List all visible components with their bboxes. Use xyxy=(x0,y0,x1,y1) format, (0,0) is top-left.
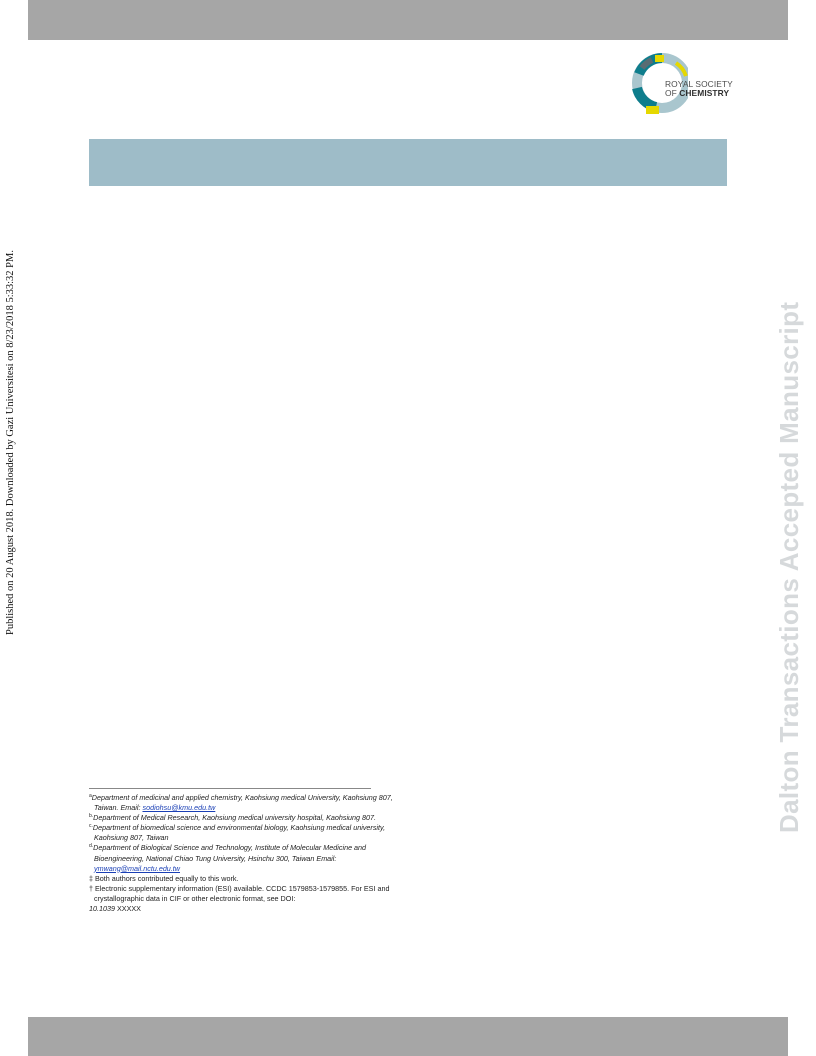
footnote-c xyxy=(89,823,409,843)
esi-note: † Electronic supplementary information (ESI) available. CCDC 1579853-1579855. For ESI and crystallographic data in CIF or other electronic format, see DOI: xyxy=(89,883,390,903)
footnote-mark: c. xyxy=(89,823,93,830)
logo-line-2-bold: CHEMISTRY xyxy=(679,87,730,98)
footer-bar xyxy=(28,1017,788,1056)
doi-line xyxy=(89,904,409,914)
footnote-b xyxy=(89,813,409,823)
footnote-mark: b. xyxy=(89,813,94,820)
header-bar xyxy=(28,0,788,40)
affiliation-text: Department of Biological Science and Technology, Institute of Molecular Medicine and Bioengineering, National Chiao Tung University, Hsinchu 300, Taiwan Email: xyxy=(93,843,367,863)
affiliation-text: Department of biomedical science and environmental biology, Kaohsiung medical university, Kaohsiung 807, Taiwan xyxy=(92,823,386,843)
footnote-a xyxy=(89,793,409,813)
affiliation-text: Department of medicinal and applied chemistry, Kaohsiung medical University, Kaohsiung 807, Taiwan. Email: xyxy=(91,793,393,813)
title-band xyxy=(89,139,727,186)
footnote-mark: d. xyxy=(89,843,94,850)
doi-suffix: XXXXX xyxy=(114,904,141,914)
rsc-logo-text xyxy=(665,80,733,97)
equal-contribution-note: ‡ Both authors contributed equally to this work. xyxy=(89,873,239,883)
email-link[interactable]: sodiohsu@kmu.edu.tw xyxy=(142,803,216,813)
logo-line-1: ROYAL SOCIETY xyxy=(665,79,733,89)
accepted-manuscript-watermark: Dalton Transactions Accepted Manuscript xyxy=(774,301,804,833)
footnote-d xyxy=(89,843,409,873)
footnote-mark: a xyxy=(89,793,92,799)
logo-line-2 xyxy=(665,89,733,98)
publication-stamp: Published on 20 August 2018. Downloaded by Gazi Universitesi on 8/23/2018 5:33:32 PM. xyxy=(5,250,16,635)
email-link[interactable]: ymwang@mail.nctu.edu.tw xyxy=(94,863,180,873)
logo-line-2-prefix: OF xyxy=(665,87,680,98)
doi-prefix: 10.1039 xyxy=(89,904,115,914)
affiliation-text: Department of Medical Research, Kaohsiung medical university hospital, Kaohsiung 807. xyxy=(93,813,377,823)
footnotes xyxy=(89,793,409,914)
footnote-rule xyxy=(89,788,371,789)
